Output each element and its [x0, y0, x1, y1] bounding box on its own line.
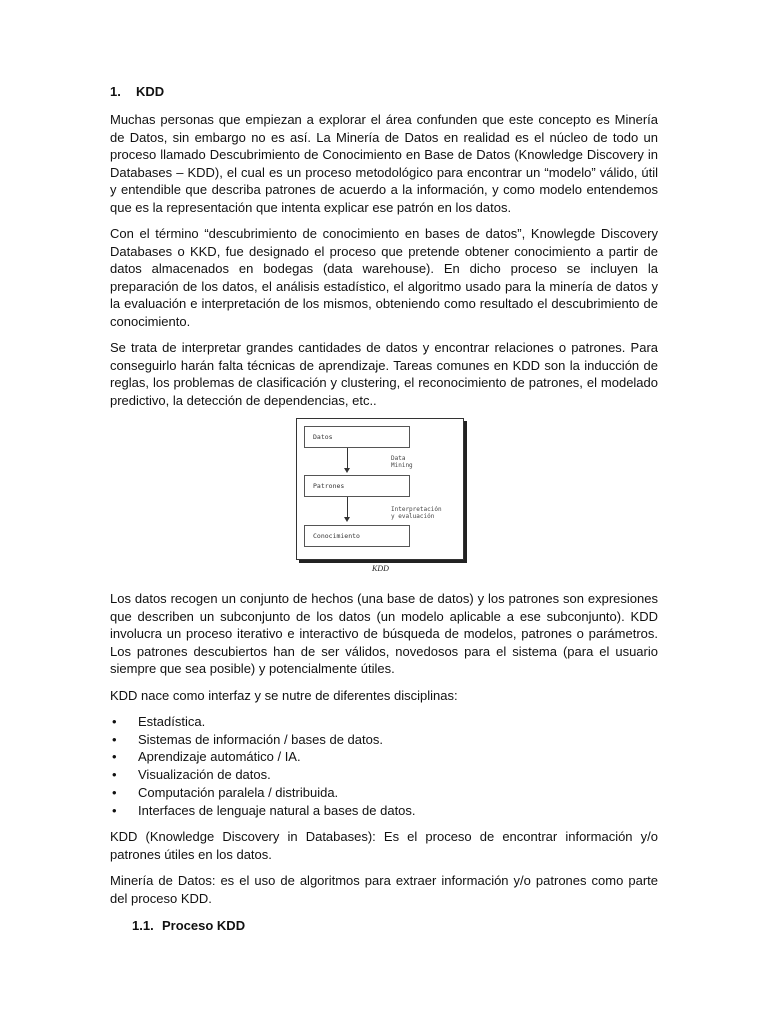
box-patrones: Patrones — [304, 475, 410, 497]
paragraph-term: Con el término “descubrimiento de conocimiento en bases de datos”, Knowlegde Discovery Databases o KKD, fue designado el proceso que pretende obtener conocimiento a partir de datos almacenados en bodegas (data warehouse). En dicho proceso se incluyen la preparación de los datos, el análisis estadístico, el algoritmo usado para la minería de datos y la evaluación e interpretación de los mismos, obteniendo como resultado el descubrimiento de conocimiento. — [110, 226, 658, 329]
paragraph-patterns: Los datos recogen un conjunto de hechos (una base de datos) y los patrones son expresiones que describen un subconjunto de los datos (un modelo aplicable a ese subconjunto). KDD involucra un proceso iterativo e interactivo de búsqueda de modelos, patrones o parámetros. Los patrones descubiertos han de ser válidos, novedosos para el sistema (para el usuario siempre que sea posible) y potencialmente útiles. — [110, 591, 658, 676]
section-heading — [110, 84, 658, 100]
paragraph-tasks: Se trata de interpretar grandes cantidades de datos y encontrar relaciones o patrones. Para conseguirlo harán falta técnicas de aprendizaje. Tareas comunes en KDD son la inducción de reglas, los problemas de clasificación y clustering, el reconocimiento de patrones, el modelado predictivo, la detección de dependencias, etc.. — [110, 340, 658, 408]
label-interpretacion: Interpretación y evaluación — [391, 506, 442, 520]
list-item: • Estadística. — [112, 714, 206, 729]
box-datos: Datos — [304, 426, 410, 448]
paragraph-intro: Muchas personas que empiezan a explorar el área confunden que este concepto es Minería de Datos, sin embargo no es así. La Minería de Datos en realidad es el núcleo de todo un proceso llamado Descubrimiento de Conocimiento en Base de Datos (Knowledge Discovery in Databases – KDD), el cual es un proceso metodológico para encontrar un “modelo” válido, útil y entendible que describa patrones de acuerdo a la información, y como modelo entendemos que es la representación que intenta explicar ese patrón en los datos. — [110, 112, 658, 215]
definition-mineria: Minería de Datos: es el uso de algoritmos para extraer información y/o patrones como parte del proceso KDD. — [110, 873, 658, 906]
disciplines-list — [110, 713, 658, 819]
bullet-icon: • — [112, 749, 117, 765]
kdd-diagram — [296, 418, 472, 576]
subsection-number: 1.1. — [132, 918, 154, 934]
bullet-icon: • — [112, 731, 117, 747]
label-data-mining: Data Mining — [391, 455, 413, 469]
subsection-title: Proceso KDD — [162, 918, 246, 934]
arrow-line-2 — [347, 497, 348, 517]
arrow-line-1 — [347, 448, 348, 468]
list-item: • Aprendizaje automático / IA. — [112, 749, 301, 765]
list-item: • Visualización de datos. — [112, 767, 271, 783]
bullet-icon: • — [112, 802, 117, 818]
list-item: • Interfaces de lenguaje natural a bases de datos. — [112, 802, 416, 818]
bullet-icon: • — [112, 767, 117, 783]
subsection-heading — [132, 918, 658, 934]
paragraph-disciplines-intro: KDD nace como interfaz y se nutre de diferentes disciplinas: — [110, 687, 458, 703]
section-number: 1. — [110, 84, 121, 99]
box-conocimiento: Conocimiento — [304, 525, 410, 547]
bullet-icon: • — [112, 784, 117, 800]
arrow-head-2 — [344, 517, 350, 522]
definition-kdd: KDD (Knowledge Discovery in Databases): Es el proceso de encontrar información y/o patrones útiles en los datos. — [110, 829, 658, 862]
bullet-icon: • — [112, 714, 117, 729]
list-item: • Sistemas de información / bases de datos. — [112, 731, 383, 747]
list-item: • Computación paralela / distribuida. — [112, 784, 339, 800]
arrow-head-1 — [344, 468, 350, 473]
section-title: KDD — [136, 84, 165, 99]
figure-caption: KDD — [372, 564, 389, 573]
